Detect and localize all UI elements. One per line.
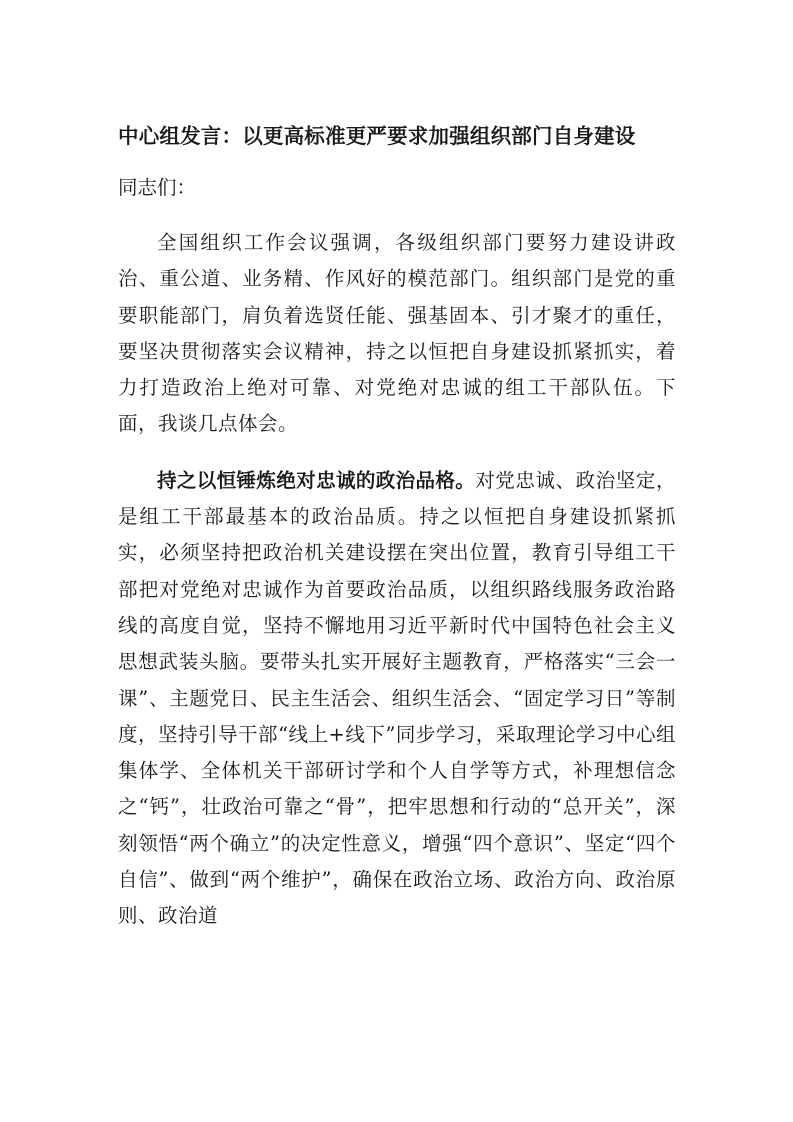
paragraph-heading: 持之以恒锤炼绝对忠诚的政治品格。 [157,468,476,492]
paragraph-text: 全国组织工作会议强调，各级组织部门要努力建设讲政治、重公道、业务精、作风好的模范部门。组织部门是党的重要职能部门，肩负着选贤任能、强基固本、引才聚才的重任，要坚决贯彻落实会议精神，持之以恒把自身建设抓紧抓实，着力打造政治上绝对可靠、对党绝对忠诚的组工干部队伍。下面，我谈几点体会。 [118,231,676,436]
paragraph-political-loyalty [118,463,676,935]
paragraph-intro [118,225,676,443]
greeting: 同志们： [118,176,197,199]
document-title: 中心组发言：以更高标准更严要求加强组织部门自身建设 [118,124,636,148]
paragraph-text: 对党忠诚、政治坚定，是组工干部最基本的政治品质。持之以恒把自身建设抓紧抓实，必须坚持把政治机关建设摆在突出位置，教育引导组工干部把对党绝对忠诚作为首要政治品质，以组织路线服务政治路线的高度自觉，坚持不懈地用习近平新时代中国特色社会主义思想武装头脑。要带头扎实开展好主题教育，严格落实“三会一课”、主题党日、民主生活会、组织生活会、“固定学习日”等制度，坚持引导干部“线上+线下”同步学习，采取理论学习中心组集体学、全体机关干部研讨学和个人自学等方式，补理想信念之“钙”，壮政治可靠之“骨”，把牢思想和行动的“总开关”，深刻领悟“两个确立”的决定性意义，增强“四个意识”、坚定“四个自信”、做到“两个维护”，确保在政治立场、政治方向、政治原则、政治道 [118,468,676,928]
document-body [118,225,676,955]
